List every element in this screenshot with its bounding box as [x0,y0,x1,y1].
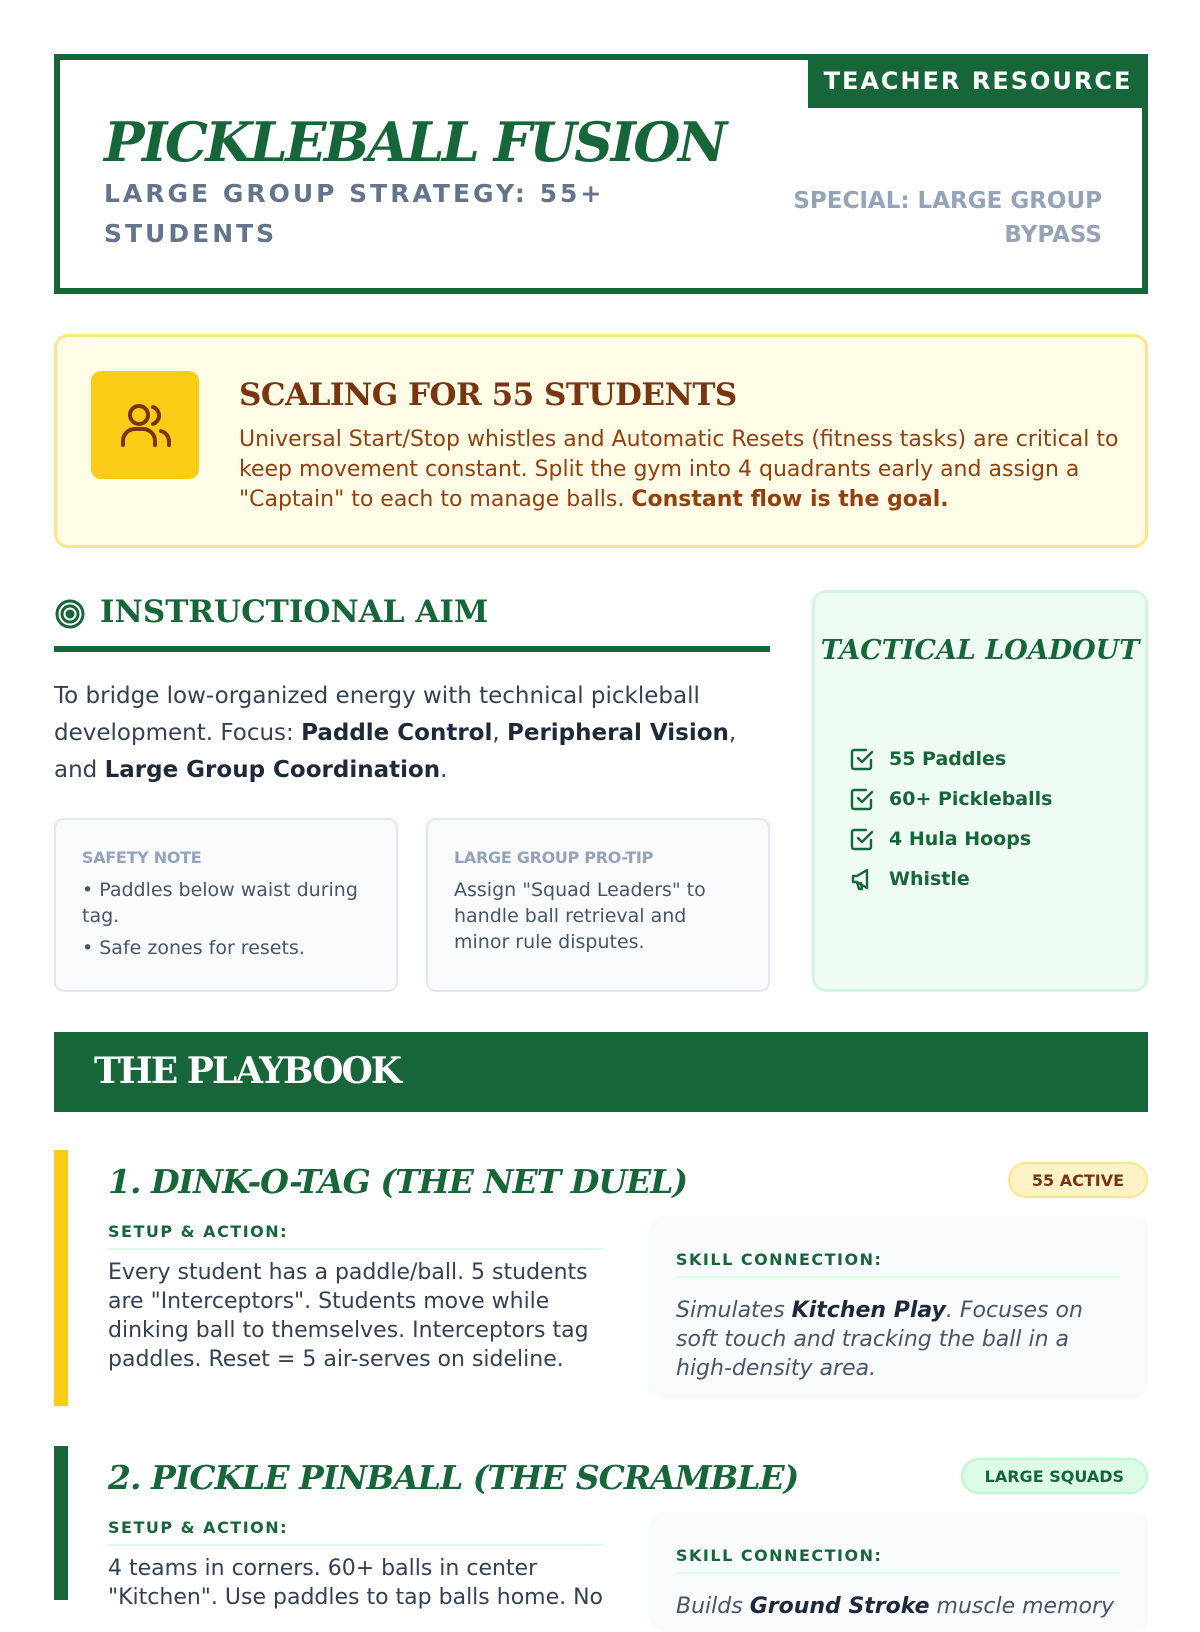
scaling-callout [54,334,1148,548]
callout-emphasis: Constant flow is the goal. [631,487,949,512]
drill-accent-bar [54,1150,68,1406]
skill-label: SKILL CONNECTION: [676,1250,883,1269]
drill-card [54,1150,1148,1406]
safety-note-title: SAFETY NOTE [82,848,202,867]
users-icon [91,371,199,479]
callout-title: SCALING FOR 55 STUDENTS [239,377,737,413]
safety-item: • Safe zones for resets. [82,937,305,959]
playbook-banner [54,1032,1148,1112]
skill-divider [676,1572,1120,1574]
drill-title: 2. PICKLE PINBALL (THE SCRAMBLE) [108,1458,799,1497]
setup-label: SETUP & ACTION: [108,1518,289,1537]
skill-text: Builds Ground Stroke muscle memory [676,1594,1115,1619]
pro-tip-card [426,818,770,992]
aim-title: INSTRUCTIONAL AIM [100,594,489,630]
drill-title: 1. DINK-O-TAG (THE NET DUEL) [108,1162,688,1201]
drill-tag: LARGE SQUADS [961,1458,1148,1494]
drill-tag: 55 ACTIVE [1008,1162,1148,1198]
loadout-title: TACTICAL LOADOUT [820,635,1140,666]
check-square-icon [849,746,875,772]
loadout-item: Whistle [849,859,1052,899]
skill-label: SKILL CONNECTION: [676,1546,883,1565]
header-card [54,54,1148,294]
skill-connection-box [648,1512,1148,1632]
safety-item: • Paddles below waist during tag. [82,879,358,927]
loadout-item: 55 Paddles [849,739,1052,779]
page-title: PICKLEBALL FUSION [104,110,725,174]
target-icon [54,598,86,630]
loadout-item: 4 Hula Hoops [849,819,1052,859]
check-square-icon [849,826,875,852]
setup-label: SETUP & ACTION: [108,1222,289,1241]
focus-paddle-control: Paddle Control [301,720,493,746]
page-subtitle: LARGE GROUP STRATEGY: 55+ STUDENTS [104,179,605,248]
skill-text: Simulates Kitchen Play. Focuses on soft touch and tracking the ball in a high-density area. [676,1298,1083,1381]
drill-setup-text: Every student has a paddle/ball. 5 students are "Interceptors". Students move while dinking ball to themselves. Interceptors tag paddles. Reset = 5 air-serves on sideline. [108,1260,589,1372]
drill-setup-text: 4 teams in corners. 60+ balls in center "Kitchen". Use paddles to tap balls home. No [108,1556,604,1610]
setup-divider [108,1544,604,1546]
aim-heading [54,594,770,652]
skill-divider [676,1276,1120,1278]
drill-accent-bar [54,1446,68,1600]
focus-group-coordination: Large Group Coordination [104,757,441,783]
aim-text: To bridge low-organized energy with technical pickleball development. Focus: Paddle Control, Peripheral Vision, and Large Group Coordination. [54,683,737,783]
tactical-loadout-card [812,590,1148,992]
playbook-title: THE PLAYBOOK [94,1050,401,1092]
loadout-item: 60+ Pickleballs [849,779,1052,819]
safety-note-card [54,818,398,992]
focus-peripheral-vision: Peripheral Vision [507,720,729,746]
teacher-resource-badge: TEACHER RESOURCE [808,54,1148,108]
callout-text: Universal Start/Stop whistles and Automatic Resets (fitness tasks) are critical to keep movement constant. Split the gym into 4 quadrants early and assign a "Captain" to each to manage balls. Constant flow is the goal. [239,427,1119,512]
check-square-icon [849,786,875,812]
setup-divider [108,1248,604,1250]
special-note: SPECIAL: LARGE GROUP BYPASS [793,188,1102,248]
skill-connection-box [648,1216,1148,1398]
pro-tip-text: Assign "Squad Leaders" to handle ball retrieval and minor rule disputes. [454,879,706,953]
pro-tip-title: LARGE GROUP PRO-TIP [454,848,654,867]
megaphone-icon [849,866,875,892]
drill-card [54,1446,1148,1619]
